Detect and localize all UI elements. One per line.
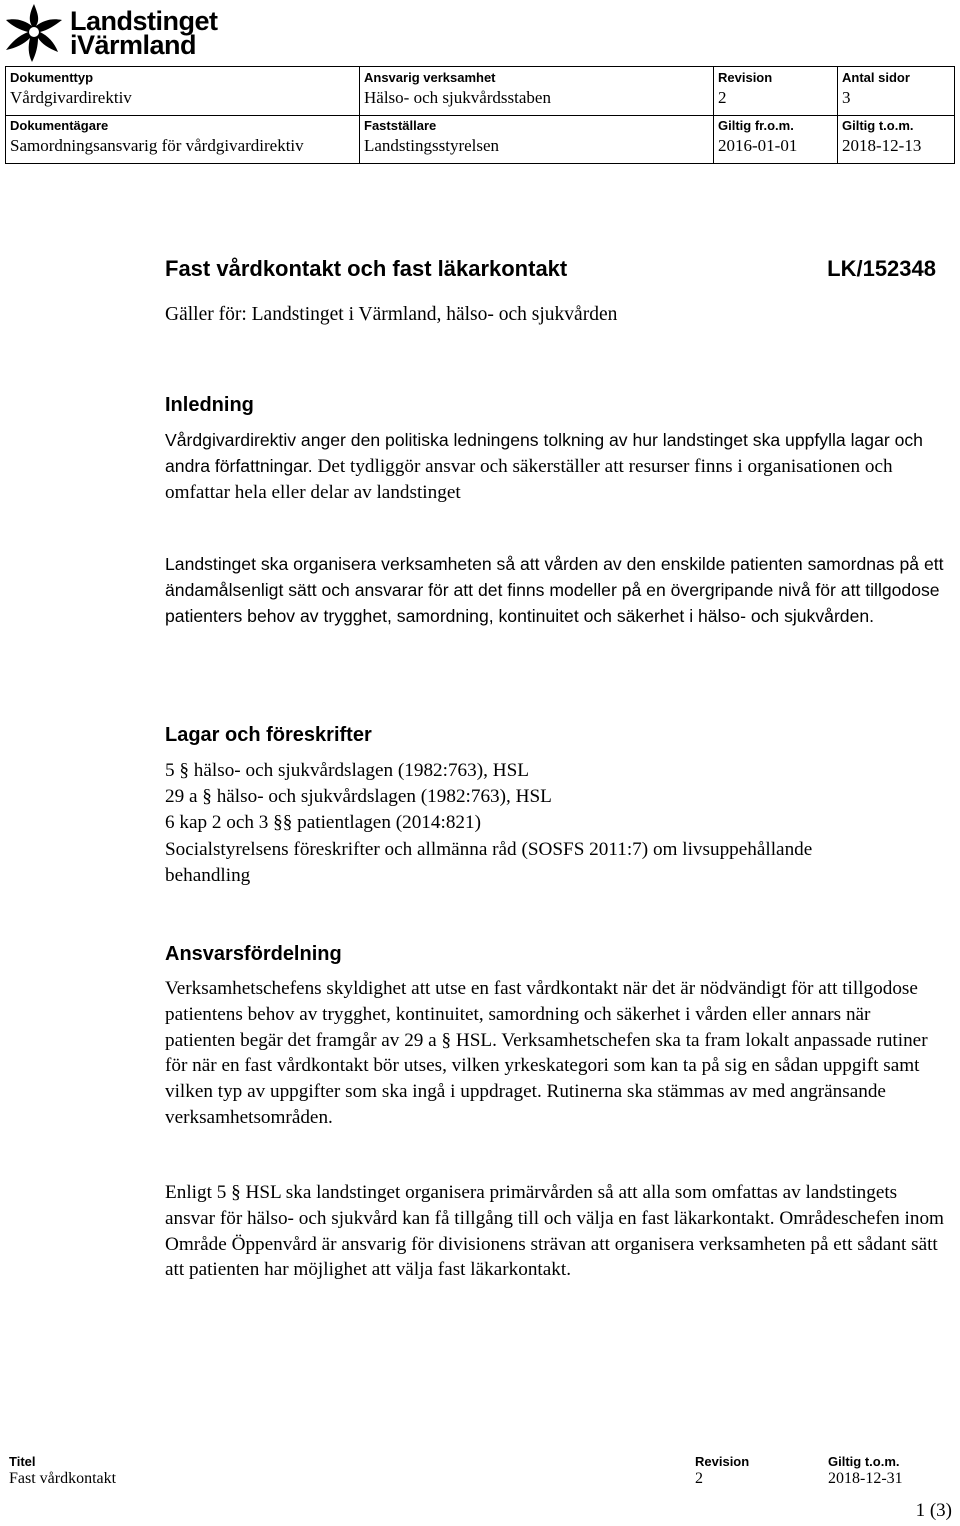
footer-title-label: Titel [9, 1454, 36, 1469]
laws-list [165, 758, 955, 889]
intro-paragraph-2-text: Landstinget ska organisera verksamheten så att vården av den enskilde patienten samordnas på ett ändamålsenligt sätt och ansvarar för att det finns modeller på en övergripande nivå för att tillgodose patienters behov av trygghet, samordning, kontinuitet och säkerhet i hälso- och sjukvården. [165, 554, 944, 626]
document-title: Fast vårdkontakt och fast läkarkontakt [165, 256, 568, 281]
valid-to-value: 2018-12-13 [842, 136, 922, 155]
footer-revision-label: Revision [695, 1454, 750, 1469]
responsibility-paragraph-1-text: Verksamhetschefens skyldighet att utse en fast vårdkontakt när det är nödvändigt för att tillgodose patientens behov av trygghet, kontinuitet, samordning och säkerhet i vården eller annars när patienten begär det framgår av 29 a § HSL. Verksamhetschefen ska ta fram lokalt anpassade rutiner för när en fast vårdkontakt bör utses, vilken yrkeskategori som kan ta på sig en sådan uppgift samt vilken typ av uppgifter som ska ingå i uppdraget. Rutinerna ska stämmas av med angränsande verksamhetsområden. [165, 978, 928, 1128]
page-footer [5, 1446, 955, 1516]
document-scope: Gäller för: Landstinget i Värmland, hälso- och sjukvården [165, 304, 618, 325]
footer-valid-value: 2018-12-31 [828, 1470, 903, 1487]
valid-to-label: Giltig t.o.m. [842, 118, 914, 133]
logo-line-1: Landstinget [70, 6, 218, 36]
logo-line-2: iVärmland [70, 30, 197, 60]
pages-value: 3 [842, 88, 851, 107]
doc-type-value: Vårdgivardirektiv [10, 88, 132, 107]
footer-valid-label: Giltig t.o.m. [828, 1454, 900, 1469]
law-item: 6 kap 2 och 3 §§ patientlagen (2014:821) [165, 812, 481, 834]
valid-from-label: Giltig fr.o.m. [718, 118, 794, 133]
intro-paragraph-2 [165, 552, 945, 629]
page-number: 1 (3) [915, 1500, 952, 1521]
responsibility-heading: Ansvarsfördelning [165, 943, 342, 965]
intro-sentence-1: Vårdgivardirektiv anger den politiska ledningens tolkning av hur landstinget ska uppfylla lagar och andra författningar. [165, 430, 923, 476]
doc-type-label: Dokumenttyp [10, 70, 94, 85]
law-item: 5 § hälso- och sjukvårdslagen (1982:763), HSL [165, 760, 529, 781]
laws-heading: Lagar och föreskrifter [165, 724, 372, 746]
approver-label: Fastställare [364, 118, 437, 133]
revision-value: 2 [718, 88, 727, 107]
organization-logo [2, 2, 218, 64]
responsibility-paragraph-1 [165, 976, 945, 1131]
responsibility-paragraph-2 [165, 1180, 945, 1283]
footer-title-value: Fast vårdkontakt [9, 1470, 117, 1487]
responsible-value: Hälso- och sjukvårdsstaben [364, 88, 551, 107]
pages-label: Antal sidor [842, 70, 910, 85]
law-item: behandling [165, 864, 251, 886]
responsible-label: Ansvarig verksamhet [364, 70, 496, 85]
document-metadata-table [5, 66, 955, 164]
law-item: 29 a § hälso- och sjukvårdslagen (1982:763), HSL [165, 786, 552, 808]
approver-value: Landstingsstyrelsen [364, 136, 500, 155]
intro-sentence-2: Det tydliggör ansvar och säkerställer att resurser finns i organisationen och omfattar hela eller delar av landstinget [165, 455, 893, 503]
valid-from-value: 2016-01-01 [718, 136, 798, 155]
responsibility-paragraph-2-text: Enligt 5 § HSL ska landstinget organisera primärvården så att alla som omfattas av landstingets ansvar för hälso- och sjukvård kan få tillgång till och välja en fast läkarkontakt. Områdeschefen inom Område Öppenvård är ansvarig för divisionens strävan att organisera verksamheten på ett sådant sätt att patienten har möjlighet att välja fast läkarkontakt. [165, 1182, 944, 1281]
intro-heading: Inledning [165, 394, 254, 416]
owner-label: Dokumentägare [10, 118, 109, 133]
intro-paragraph-1 [165, 428, 945, 505]
owner-value: Samordningsansvarig för vårdgivardirektiv [10, 136, 304, 155]
revision-label: Revision [718, 70, 773, 85]
star-flower-logo-icon [2, 2, 66, 64]
footer-revision-value: 2 [695, 1470, 703, 1487]
document-id: LK/152348 [827, 256, 936, 281]
law-item: Socialstyrelsens föreskrifter och allmänna råd (SOSFS 2011:7) om livsuppehållande [165, 838, 813, 860]
